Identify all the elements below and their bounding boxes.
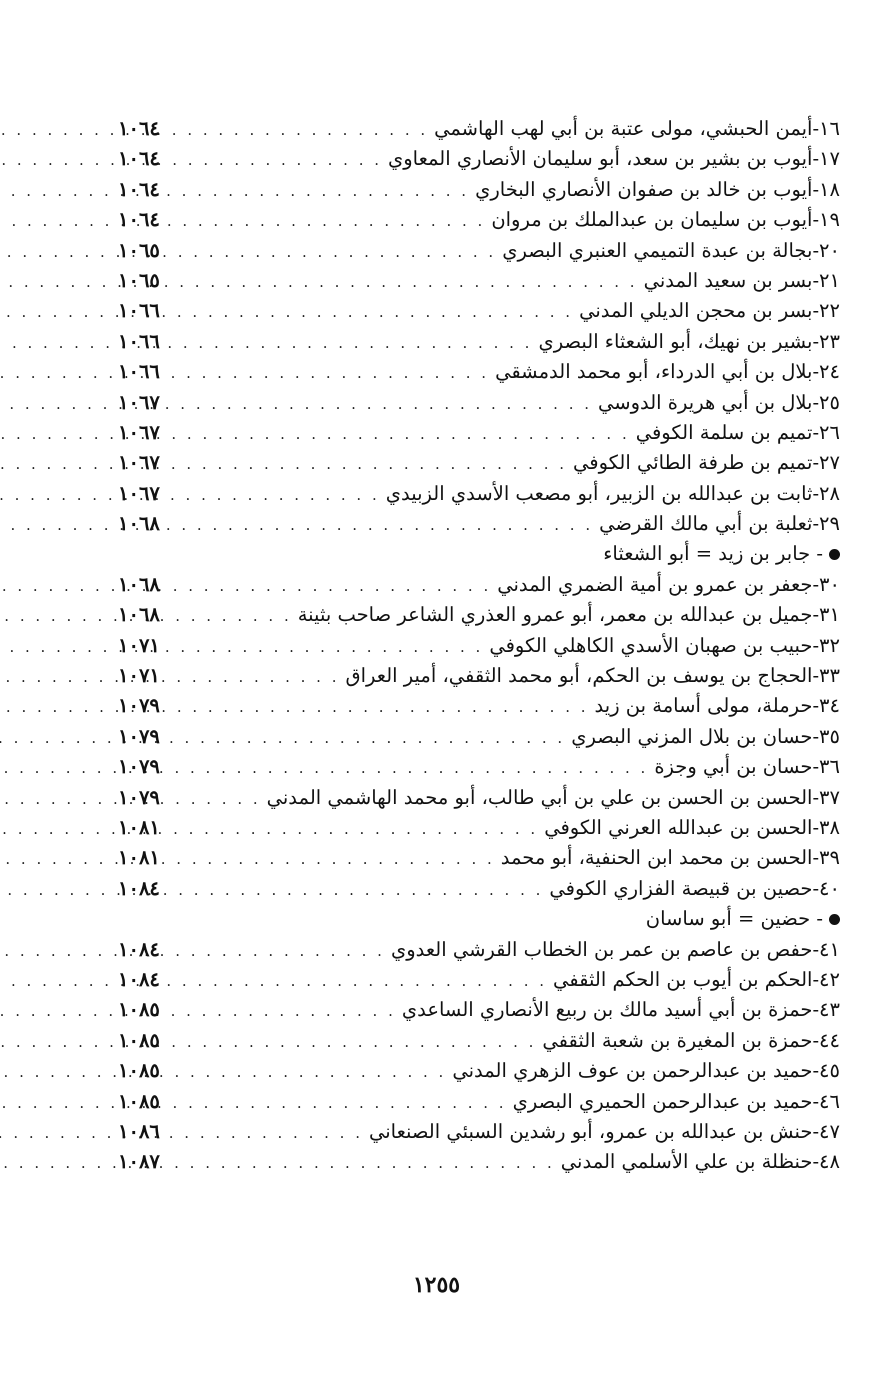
entry-number: ٤٠-: [812, 876, 840, 900]
toc-entry: [118, 236, 840, 266]
entry-title: حميد بن عبدالرحمن الحميري البصري: [512, 1089, 813, 1113]
dot-leader: [166, 267, 638, 297]
cross-reference-row: [118, 904, 840, 934]
toc-entry: [118, 1087, 840, 1117]
entry-page-reference: ١٠٧١: [118, 664, 160, 688]
toc-entry: [118, 296, 840, 326]
entry-page-reference: ١٠٨٤: [118, 937, 160, 961]
entry-page-reference: ١٠٨٦: [118, 1119, 160, 1143]
dot-leader: [166, 145, 382, 175]
toc-entry: [118, 144, 840, 174]
table-of-contents: [118, 114, 840, 1178]
entry-number: ٢٦-: [812, 420, 840, 444]
dot-leader: [166, 723, 565, 753]
toc-entry: [118, 752, 840, 782]
toc-entry: [118, 448, 840, 478]
entry-title: الحجاج بن يوسف بن الحكم، أبو محمد الثقفي، أمير العراق: [345, 664, 813, 688]
toc-entry: [118, 691, 840, 721]
dot-leader: [166, 237, 496, 267]
toc-entry: [118, 266, 840, 296]
toc-entry: [118, 995, 840, 1025]
toc-entry: [118, 479, 840, 509]
entry-number: ٤٥-: [812, 1059, 840, 1083]
entry-page-reference: ١٠٧٩: [118, 694, 160, 718]
entry-title: بسر بن سعيد المدني: [643, 268, 813, 292]
toc-entry: [118, 418, 840, 448]
entry-page-reference: ١٠٨١: [118, 846, 160, 870]
dot-leader: [166, 875, 543, 905]
toc-entry: [118, 722, 840, 752]
dot-leader: [166, 1088, 507, 1118]
toc-entry: [118, 965, 840, 995]
entry-page-reference: ١٠٦٨: [118, 572, 160, 596]
toc-entry: [118, 631, 840, 661]
dot-leader: [166, 571, 491, 601]
entry-number: ٣١-: [812, 603, 840, 627]
dot-leader: [166, 358, 489, 388]
toc-entry: [118, 1026, 840, 1056]
entry-title: جميل بن عبدالله بن معمر، أبو عمرو العذري الشاعر صاحب بثينة: [297, 603, 813, 627]
entry-title: حسان بن بلال المزني البصري: [571, 724, 813, 748]
entry-title: حصين بن قبيصة الفزاري الكوفي: [549, 876, 813, 900]
entry-number: ٣٥-: [812, 724, 840, 748]
bullet-icon: [829, 914, 840, 925]
toc-entry: [118, 783, 840, 813]
dot-leader: [166, 1118, 363, 1148]
entry-title: جعفر بن عمرو بن أمية الضمري المدني: [497, 572, 813, 596]
toc-entry: [118, 205, 840, 235]
entry-page-reference: ١٠٦٧: [118, 481, 160, 505]
entry-page-reference: ١٠٨٥: [118, 998, 160, 1022]
entry-number: ٤٣-: [812, 998, 840, 1022]
entry-number: ٣٢-: [812, 633, 840, 657]
entry-title: حبيب بن صهبان الأسدي الكاهلي الكوفي: [489, 633, 813, 657]
entry-title: ثعلبة بن أبي مالك القرضي: [599, 512, 813, 536]
entry-number: ٣٦-: [812, 755, 840, 779]
toc-entry: [118, 813, 840, 843]
toc-entry: [118, 175, 840, 205]
dot-leader: [166, 996, 396, 1026]
entry-page-reference: ١٠٦٤: [118, 208, 160, 232]
entry-number: ٣٨-: [812, 815, 840, 839]
entry-number: ٤٦-: [812, 1089, 840, 1113]
toc-entry: [118, 114, 840, 144]
entry-page-reference: ١٠٧١: [118, 633, 160, 657]
dot-leader: [166, 784, 261, 814]
entry-number: ٣٧-: [812, 785, 840, 809]
entry-title: بجالة بن عبدة التميمي العنبري البصري: [502, 238, 813, 262]
dot-leader: [166, 662, 340, 692]
entry-number: ١٦-: [812, 117, 840, 140]
entry-page-reference: ١٠٨١: [118, 815, 160, 839]
entry-page-reference: ١٠٦٥: [118, 268, 160, 292]
toc-entry: [118, 843, 840, 873]
entry-number: ٣٣-: [812, 664, 840, 688]
entry-page-reference: ١٠٨٥: [118, 1028, 160, 1052]
entry-title: الحسن بن محمد ابن الحنفية، أبو محمد: [500, 846, 813, 870]
entry-page-reference: ١٠٦٤: [118, 147, 160, 171]
entry-title: حفص بن عاصم بن عمر بن الخطاب القرشي العدوي: [390, 937, 813, 961]
entry-number: ٤٧-: [812, 1119, 840, 1143]
dot-leader: [166, 480, 380, 510]
entry-number: ٢٩-: [812, 512, 840, 536]
entry-page-reference: ١٠٨٥: [118, 1089, 160, 1113]
dot-leader: [166, 601, 292, 631]
entry-page-reference: ١٠٧٩: [118, 755, 160, 779]
entry-page-reference: ١٠٦٦: [118, 360, 160, 384]
dot-leader: [166, 449, 567, 479]
entry-page-reference: ١٠٨٤: [118, 967, 160, 991]
entry-page-reference: ١٠٦٧: [118, 451, 160, 475]
dot-leader: [166, 419, 630, 449]
entry-title: أيمن الحبشي، مولى عتبة بن أبي لهب الهاشمي: [434, 117, 813, 140]
entry-title: أيوب بن خالد بن صفوان الأنصاري البخاري: [475, 177, 813, 201]
cross-reference-row: [118, 539, 840, 569]
dot-leader: [166, 814, 538, 844]
dot-leader: [166, 389, 592, 419]
entry-title: بسر بن محجن الديلي المدني: [579, 299, 813, 323]
entry-title: حنش بن عبدالله بن عمرو، أبو رشدين السبئي الصنعاني: [368, 1119, 813, 1143]
cross-reference-text: - جابر بن زيد = أبو الشعثاء: [603, 542, 823, 566]
dot-leader: [166, 936, 385, 966]
entry-number: ٣٩-: [812, 846, 840, 870]
toc-entry: [118, 1147, 840, 1177]
entry-title: حميد بن عبدالرحمن بن عوف الزهري المدني: [452, 1059, 813, 1083]
entry-page-reference: ١٠٨٧: [118, 1150, 160, 1174]
entry-number: ٤٢-: [812, 967, 840, 991]
entry-number: ٢٧-: [812, 451, 840, 475]
entry-title: حنظلة بن علي الأسلمي المدني: [560, 1150, 813, 1174]
entry-page-reference: ١٠٦٥: [118, 238, 160, 262]
entry-page-reference: ١٠٦٦: [118, 299, 160, 323]
entry-number: ٣٠-: [812, 572, 840, 596]
entry-title: الحكم بن أيوب بن الحكم الثقفي: [553, 967, 813, 991]
dot-leader: [166, 1057, 446, 1087]
dot-leader: [166, 328, 533, 358]
entry-page-reference: ١٠٦٨: [118, 512, 160, 536]
entry-number: ٢١-: [812, 268, 840, 292]
toc-entry: [118, 327, 840, 357]
entry-title: حمزة بن أبي أسيد مالك بن ربيع الأنصاري الساعدي: [401, 998, 813, 1022]
toc-entry: [118, 874, 840, 904]
entry-title: حمزة بن المغيرة بن شعبة الثقفي: [542, 1028, 813, 1052]
entry-page-reference: ١٠٦٨: [118, 603, 160, 627]
toc-entry: [118, 570, 840, 600]
dot-leader: [166, 966, 547, 996]
entry-number: ٢٠-: [812, 238, 840, 262]
entry-number: ٢٢-: [812, 299, 840, 323]
bullet-icon: [829, 549, 840, 560]
entry-number: ١٩-: [812, 208, 840, 232]
entry-number: ٤٤-: [812, 1028, 840, 1052]
toc-entry: [118, 357, 840, 387]
entry-number: ٢٥-: [812, 390, 840, 414]
entry-title: حرملة، مولى أسامة بن زيد: [594, 694, 813, 718]
toc-entry: [118, 1056, 840, 1086]
toc-entry: [118, 661, 840, 691]
toc-entry: [118, 600, 840, 630]
dot-leader: [166, 753, 648, 783]
entry-page-reference: ١٠٧٩: [118, 724, 160, 748]
dot-leader: [166, 206, 485, 236]
entry-title: حسان بن أبي وجزة: [654, 755, 813, 779]
entry-page-reference: ١٠٦٤: [118, 177, 160, 201]
entry-title: تميم بن سلمة الكوفي: [635, 420, 813, 444]
entry-number: ٤١-: [812, 937, 840, 961]
entry-number: ١٨-: [812, 177, 840, 201]
entry-number: ٤٨-: [812, 1150, 840, 1174]
toc-entry: [118, 935, 840, 965]
entry-number: ١٧-: [812, 147, 840, 171]
entry-number: ٢٨-: [812, 481, 840, 505]
entry-number: ٢٣-: [812, 329, 840, 353]
entry-number: ٣٤-: [812, 694, 840, 718]
dot-leader: [166, 297, 573, 327]
dot-leader: [166, 692, 589, 722]
toc-entry: [118, 388, 840, 418]
entry-title: بلال بن أبي الدرداء، أبو محمد الدمشقي: [495, 360, 813, 384]
entry-number: ٢٤-: [812, 360, 840, 384]
page-number: ١٢٥٥: [412, 1272, 461, 1298]
entry-title: الحسن بن عبدالله العرني الكوفي: [544, 815, 813, 839]
entry-title: بشير بن نهيك، أبو الشعثاء البصري: [538, 329, 813, 353]
entry-title: الحسن بن الحسن بن علي بن أبي طالب، أبو محمد الهاشمي المدني: [266, 785, 813, 809]
entry-title: أيوب بن سليمان بن عبدالملك بن مروان: [491, 208, 813, 232]
entry-title: أيوب بن بشير بن سعد، أبو سليمان الأنصاري المعاوي: [388, 147, 813, 171]
cross-reference-text: - حضين = أبو ساسان: [645, 907, 823, 931]
entry-title: تميم بن طرفة الطائي الكوفي: [573, 451, 813, 475]
dot-leader: [166, 1027, 536, 1057]
dot-leader: [166, 632, 483, 662]
dot-leader: [166, 844, 495, 874]
entry-title: بلال بن أبي هريرة الدوسي: [598, 390, 813, 414]
entry-page-reference: ١٠٨٥: [118, 1059, 160, 1083]
entry-page-reference: ١٠٨٤: [118, 876, 160, 900]
entry-page-reference: ١٠٦٧: [118, 420, 160, 444]
entry-page-reference: ١٠٦٧: [118, 390, 160, 414]
entry-page-reference: ١٠٦٦: [118, 329, 160, 353]
toc-entry: [118, 509, 840, 539]
dot-leader: [166, 510, 593, 540]
entry-page-reference: ١٠٧٩: [118, 785, 160, 809]
toc-entry: [118, 1117, 840, 1147]
dot-leader: [166, 1148, 555, 1178]
entry-title: ثابت بن عبدالله بن الزبير، أبو مصعب الأسدي الزبيدي: [385, 481, 813, 505]
entry-page-reference: ١٠٦٤: [118, 117, 160, 140]
dot-leader: [166, 176, 469, 206]
dot-leader: [166, 115, 428, 145]
